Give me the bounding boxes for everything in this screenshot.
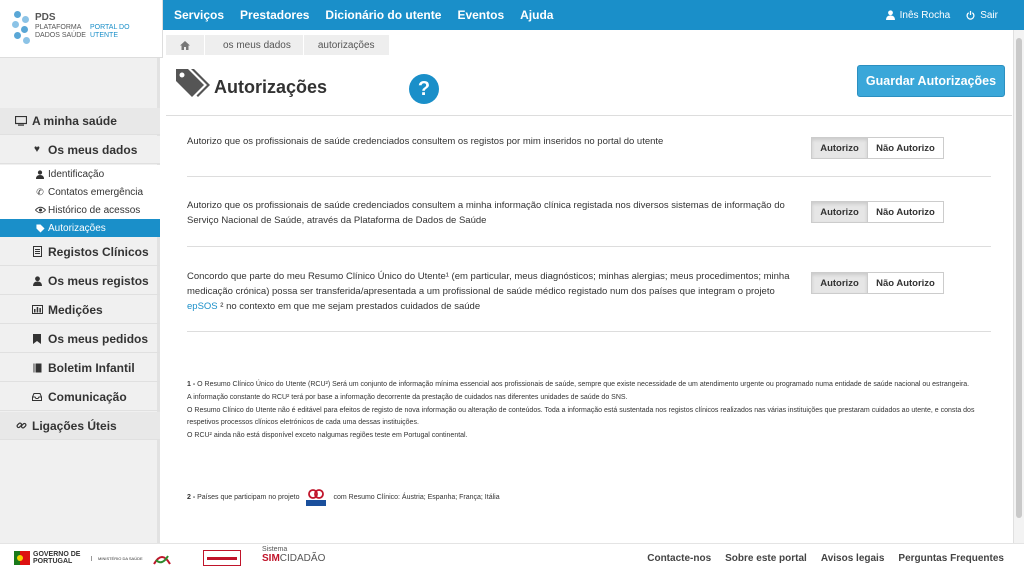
pds-logo-mark	[12, 11, 32, 47]
authorize-button[interactable]: Autorizo	[811, 201, 868, 223]
footer-link-faq[interactable]: Perguntas Frequentes	[898, 552, 1004, 564]
sidebar-item-label: Boletim Infantil	[48, 360, 135, 375]
inbox-icon	[30, 393, 44, 401]
sidebar-sub-label: Identificação	[48, 168, 105, 180]
sidebar-item-comunicacao[interactable]	[0, 383, 160, 411]
sidebar-item-meus-registos[interactable]	[0, 267, 160, 295]
sidebar-item-registos-clinicos[interactable]	[0, 238, 160, 266]
heart-icon: ♥	[34, 144, 40, 155]
sidebar-item-label: Medições	[48, 302, 103, 317]
user-icon	[886, 10, 895, 20]
bookmark-icon	[30, 334, 44, 344]
sidebar-item-label: Registos Clínicos	[48, 244, 149, 259]
sidebar-sub-contatos[interactable]	[0, 183, 160, 201]
footer-link-avisos[interactable]: Avisos legais	[820, 552, 885, 564]
sidebar-section-label: Ligações Úteis	[32, 418, 117, 433]
nav-prestadores[interactable]: Prestadores	[240, 8, 310, 22]
help-icon[interactable]: ?	[409, 74, 439, 104]
phone-icon: ✆	[36, 186, 44, 197]
authorization-text: Autorizo que os profissionais de saúde credenciados consultem os registos por mim inseridos no portal do utente	[187, 136, 664, 147]
ministry-text: MINISTÉRIO DA SAÚDE	[91, 556, 143, 561]
gov-text: GOVERNO DE PORTUGAL	[33, 551, 81, 565]
footnote-text: Países que participam no projeto	[197, 493, 300, 501]
governo-portugal-logo	[14, 548, 143, 568]
sidebar	[0, 58, 160, 543]
save-authorizations-button[interactable]: Guardar Autorizações	[857, 65, 1005, 97]
epsos-link[interactable]: epSOS	[187, 301, 218, 312]
deny-button[interactable]: Não Autorizo	[868, 272, 944, 294]
nav-ajuda[interactable]: Ajuda	[520, 8, 554, 22]
logo-pds-text: PDS	[35, 12, 56, 23]
footnote-number: 1 -	[187, 381, 196, 388]
authorization-toggle-1	[811, 137, 944, 159]
sidebar-sub-historico[interactable]	[0, 201, 160, 219]
home-icon	[180, 41, 190, 50]
authorization-row-2	[187, 177, 991, 247]
portal-saude-logo	[150, 548, 174, 568]
user-area	[886, 0, 998, 30]
user-md-icon	[30, 276, 44, 286]
main-nav	[174, 0, 553, 30]
footnote-text: O Resumo Clínico Único do Utente (RCU²) Será um conjunto de informação mínima essencial aos profissionais de saúde, sempre que existe necessidade de um atendimento urgente ou programado numa entidade de saúde nacional ou estrangeira.	[197, 381, 970, 388]
footnotes	[187, 379, 993, 443]
footnote-2	[187, 486, 500, 508]
portugal-flag-icon	[14, 551, 30, 565]
sidebar-section-label: A minha saúde	[32, 114, 117, 128]
user-name: Inês Rocha	[899, 9, 951, 21]
sidebar-item-label: Os meus pedidos	[48, 331, 149, 346]
footnote-text: com Resumo Clínico: Áustria; Espanha; França; Itália	[333, 493, 500, 501]
user-icon	[34, 170, 46, 179]
nav-dicionario[interactable]: Dicionário do utente	[325, 8, 442, 22]
sidebar-sub-identificacao[interactable]	[0, 165, 160, 183]
tag-icon	[34, 224, 46, 233]
breadcrumb-autorizacoes[interactable]: autorizações	[304, 35, 390, 55]
authorization-text: Autorizo que os profissionais de saúde credenciados consultem a minha informação clínica registada nos diversos sistemas de informação do Serviço Nacional de Saúde, através da Plataforma de Dados de Saúde	[187, 200, 785, 226]
logout-label: Sair	[980, 9, 998, 21]
document-icon	[30, 246, 44, 257]
footer-links	[647, 544, 1004, 571]
footer	[0, 543, 1024, 571]
bar-chart-icon	[30, 305, 44, 314]
user-menu[interactable]	[886, 10, 951, 21]
breadcrumb	[166, 35, 390, 55]
deny-button[interactable]: Não Autorizo	[868, 201, 944, 223]
footnote-1c: O Resumo Clínico do Utente não é editável para efeitos de registo de nova informação ou alteração de conteúdos. Toda a informação está sustentada nos registos clínicos realizados nas várias instituições que prestaram cuidados ao utente, e consta dos respetivos processos clínicos eletrónicos de cada uma dessas instituições.	[187, 406, 975, 427]
sidebar-sub-label: Contatos emergência	[48, 186, 144, 198]
authorization-toggle-3	[811, 272, 944, 294]
power-icon	[966, 10, 975, 20]
sidebar-sub-label: Histórico de acessos	[48, 204, 141, 216]
simplex-sistema: Sistema	[262, 546, 288, 553]
nav-eventos[interactable]: Eventos	[457, 8, 505, 22]
pds-logo[interactable]	[0, 0, 163, 58]
footnote-1b: A informação constante do RCU² terá por base a informação decorrente da prestação de cuidados nas diferentes unidades de saúde do SNS.	[187, 393, 628, 401]
breadcrumb-meus-dados[interactable]: os meus dados	[205, 35, 304, 55]
sidebar-item-meus-dados[interactable]	[0, 136, 160, 164]
sidebar-section-minha-saude[interactable]	[0, 108, 160, 135]
footnote-number: 2 -	[187, 493, 196, 501]
footer-link-contacte[interactable]: Contacte-nos	[647, 552, 712, 564]
authorization-text-part: ² no contexto em que me sejam prestados cuidados de saúde	[220, 301, 481, 312]
deny-button[interactable]: Não Autorizo	[868, 137, 944, 159]
breadcrumb-home[interactable]	[166, 35, 205, 55]
simplex-sim: SIM	[262, 553, 280, 564]
sidebar-item-boletim-infantil[interactable]	[0, 354, 160, 382]
eye-icon	[34, 206, 46, 214]
footnote-1d: O RCU² ainda não está disponível exceto nalgumas regiões teste em Portugal continental.	[187, 432, 468, 440]
book-icon	[30, 363, 44, 373]
simplex-logo	[262, 546, 325, 568]
simplex-cidadao: CIDADÃO	[279, 553, 326, 564]
sidebar-item-label: Os meus registos	[48, 273, 149, 288]
logout-button[interactable]	[966, 10, 998, 21]
sidebar-item-label: Comunicação	[48, 389, 127, 404]
scrollbar[interactable]	[1013, 30, 1024, 543]
sidebar-sub-autorizacoes[interactable]	[0, 219, 160, 237]
authorization-text-part: Concordo que parte do meu Resumo Clínico Único do Utente¹ (em particular, meus diagnósticos; minhas alergias; meus procedimentos; minha medicação crónica) possa ser transferida/apresentada a um profissional de saúde médico registado num dos países que integram o projeto	[187, 271, 790, 297]
authorize-button[interactable]: Autorizo	[811, 137, 868, 159]
authorize-button[interactable]: Autorizo	[811, 272, 868, 294]
authorization-row-3	[187, 247, 991, 332]
partner-logo	[203, 548, 241, 568]
sidebar-item-medicoes[interactable]	[0, 296, 160, 324]
nav-servicos[interactable]: Serviços	[174, 8, 225, 22]
link-icon	[14, 420, 28, 431]
sidebar-section-ligacoes[interactable]	[0, 412, 160, 440]
sidebar-item-label: Os meus dados	[48, 142, 138, 157]
logo-portal-text: PORTAL DO UTENTE	[90, 24, 130, 39]
page-header	[166, 58, 1012, 116]
page-title: Autorizações	[214, 77, 328, 97]
epsos-logo	[305, 488, 327, 510]
authorization-row-1	[187, 116, 991, 177]
tags-icon	[174, 67, 210, 99]
monitor-icon	[14, 116, 28, 126]
authorization-text	[187, 269, 791, 314]
authorization-toggle-2	[811, 201, 944, 223]
footer-link-sobre[interactable]: Sobre este portal	[725, 552, 807, 564]
logo-platform-text: PLATAFORMA DADOS SAÚDE	[35, 24, 86, 39]
sidebar-item-meus-pedidos[interactable]	[0, 325, 160, 353]
footnote-1	[187, 379, 993, 392]
sidebar-sub-label: Autorizações	[48, 222, 106, 234]
scroll-thumb[interactable]	[1016, 38, 1022, 518]
